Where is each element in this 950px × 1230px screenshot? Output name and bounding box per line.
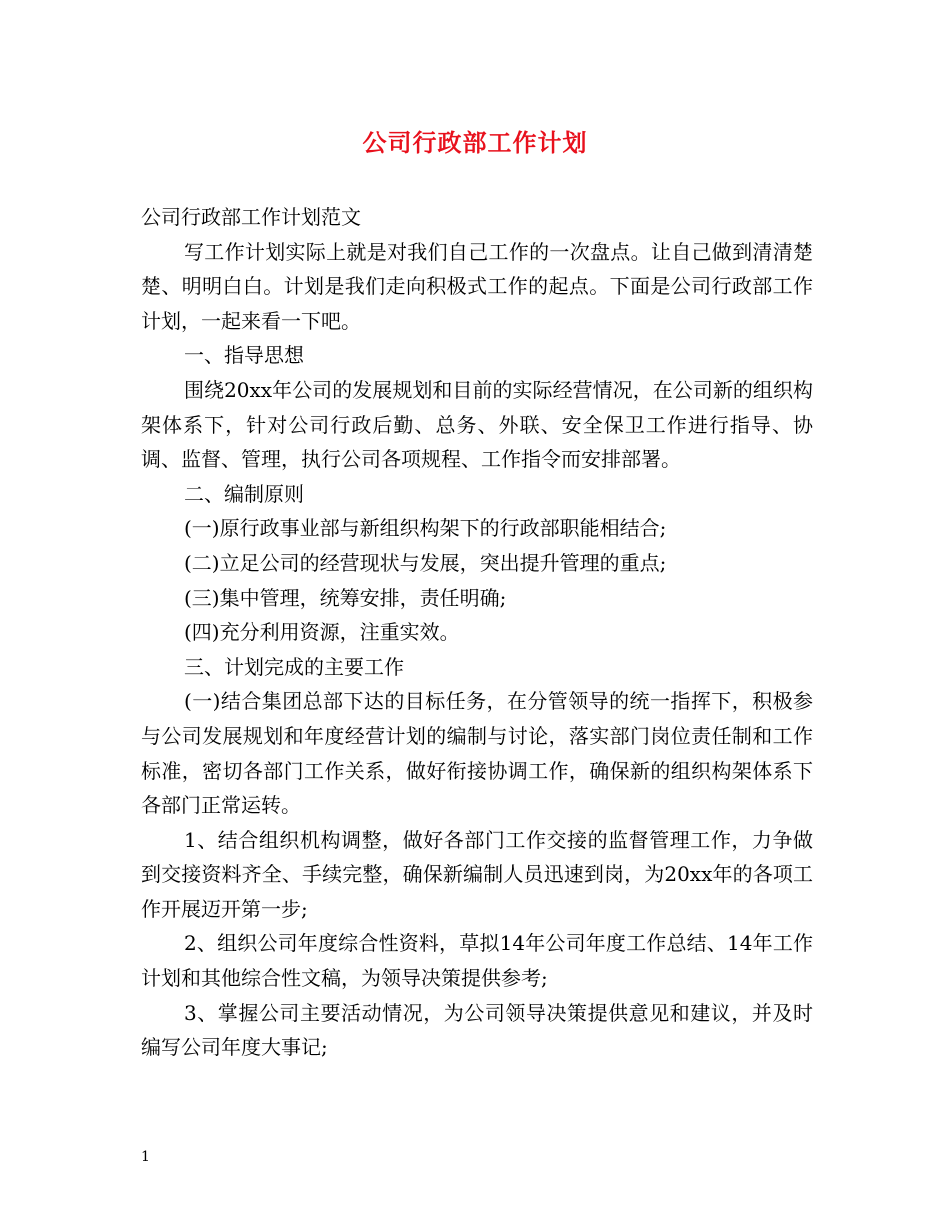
document-title: 公司行政部工作计划: [362, 128, 588, 157]
paragraph: (一)结合集团总部下达的目标任务，在分管领导的统一指挥下，积极参与公司发展规划和年度经营计划的编制与讨论，落实部门岗位责任制和工作标准，密切各部门工作关系，做好衔接协调工作，确保新的组织构架体系下各部门正常运转。: [141, 689, 813, 818]
paragraph: 写工作计划实际上就是对我们自己工作的一次盘点。让自己做到清清楚楚、明明白白。计划是我们走向积极式工作的起点。下面是公司行政部工作计划，一起来看一下吧。: [141, 239, 813, 333]
section-heading: 一、指导思想: [184, 343, 304, 368]
list-item: (二)立足公司的经营现状与发展，突出提升管理的重点;: [184, 550, 667, 575]
page-number: 1: [141, 1149, 150, 1165]
list-item: 1、结合组织机构调整，做好各部门工作交接的监督管理工作，力争做到交接资料齐全、手续完整，确保新编制人员迅速到岗，为20xx年的各项工作开展迈开第一步;: [141, 827, 813, 921]
list-item: (四)充分利用资源，注重实效。: [184, 620, 460, 645]
paragraph: 围绕20xx年公司的发展规划和目前的实际经营情况，在公司新的组织构架体系下，针对公司行政后勤、总务、外联、安全保卫工作进行指导、协调、监督、管理，执行公司各项规程、工作指令而安排部署。: [141, 377, 813, 472]
list-item: 3、掌握公司主要活动情况，为公司领导决策提供意见和建议，并及时编写公司年度大事记;: [141, 1000, 813, 1060]
document-body: [141, 200, 813, 1065]
section-heading: 二、编制原则: [184, 481, 304, 506]
section-heading: 三、计划完成的主要工作: [184, 654, 404, 679]
paragraph: 公司行政部工作计划范文: [141, 205, 361, 229]
list-item: (一)原行政事业部与新组织构架下的行政部职能相结合;: [184, 516, 667, 541]
list-item: (三)集中管理，统筹安排，责任明确;: [184, 585, 507, 610]
list-item: 2、组织公司年度综合性资料，草拟14年公司年度工作总结、14年工作计划和其他综合性文稿，为领导决策提供参考;: [141, 931, 813, 991]
